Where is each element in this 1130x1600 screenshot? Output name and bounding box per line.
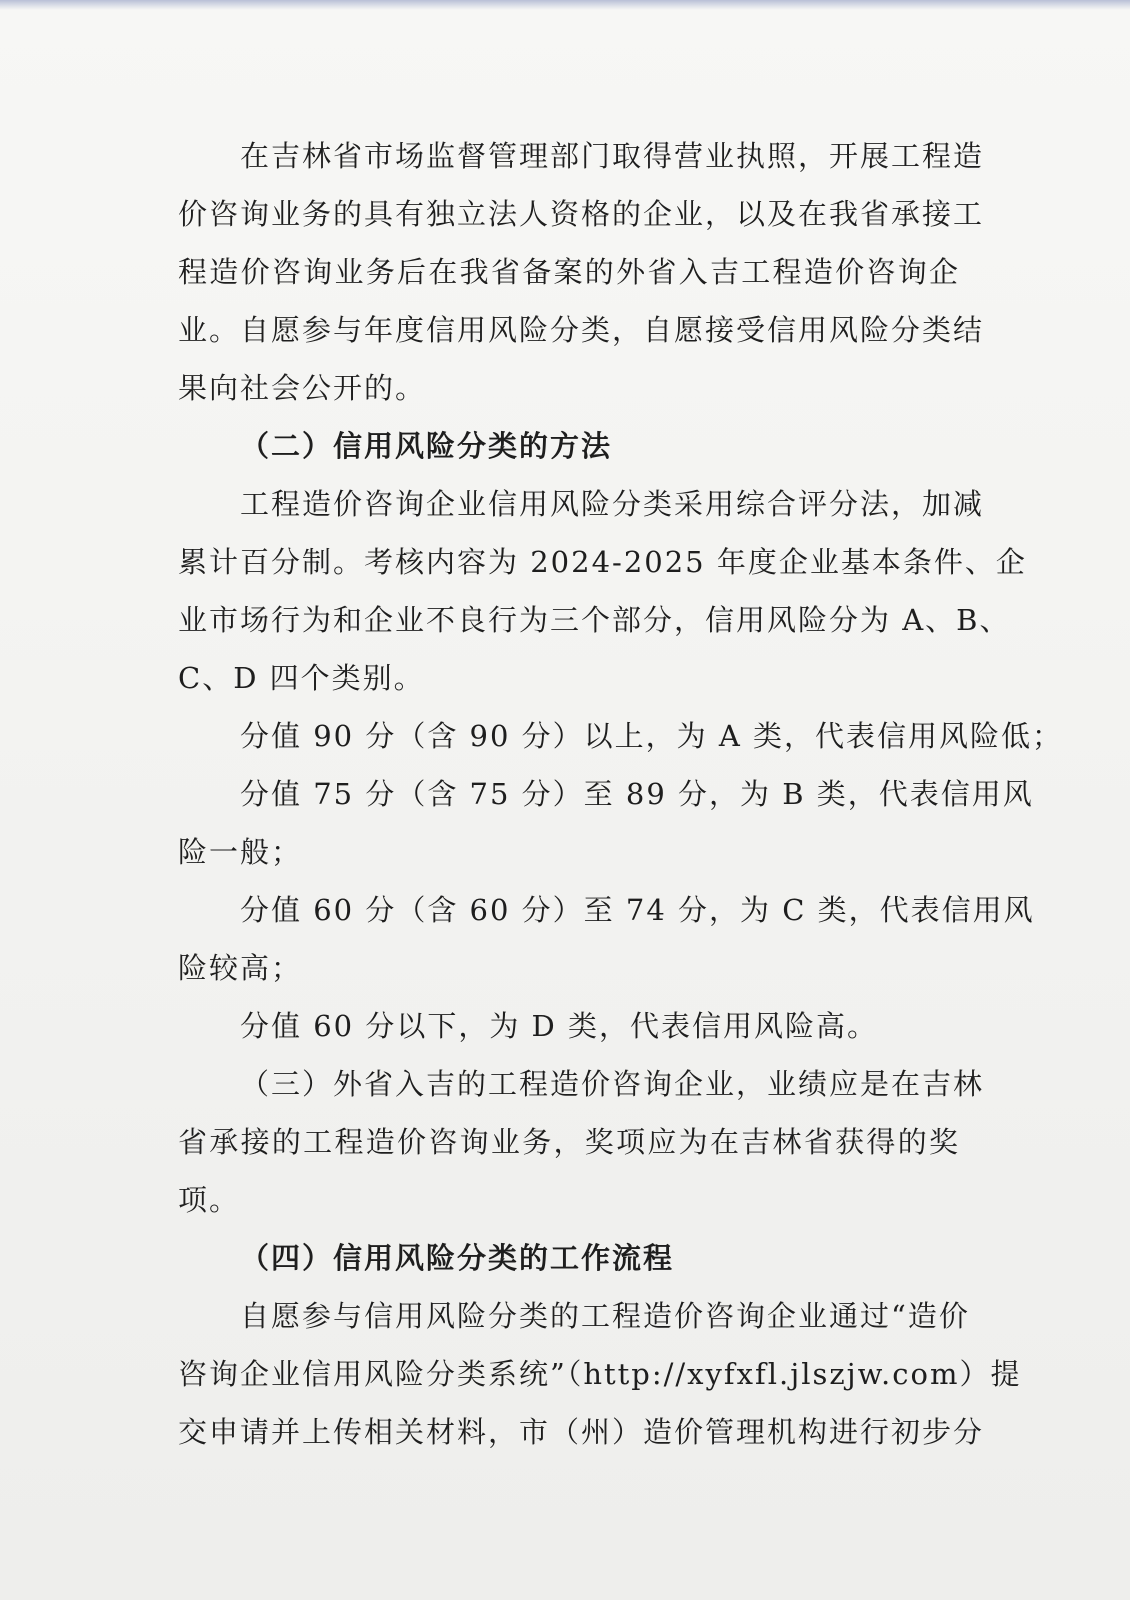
paragraph-method-line-4: C、D 四个类别。: [178, 661, 425, 695]
paragraph-method-line-3: 业市场行为和企业不良行为三个部分，信用风险分为 A、B、: [178, 603, 1011, 637]
score-class-d: 分值 60 分以下，为 D 类，代表信用风险高。: [240, 1009, 879, 1043]
score-class-b-line-2: 险一般；: [178, 835, 303, 869]
section-heading-2: （二）信用风险分类的方法: [240, 429, 613, 463]
paragraph-eligibility-line-1: 在吉林省市场监督管理部门取得营业执照，开展工程造: [240, 139, 985, 173]
paragraph-workflow-line-1: 自愿参与信用风险分类的工程造价咨询企业通过“造价: [240, 1299, 970, 1333]
paragraph-out-of-province-line-3: 项。: [178, 1183, 241, 1217]
paragraph-method-line-1: 工程造价咨询企业信用风险分类采用综合评分法，加减: [240, 487, 985, 521]
scan-top-edge: [0, 0, 1130, 10]
paragraph-eligibility-line-3: 程造价咨询业务后在我省备案的外省入吉工程造价咨询企: [178, 255, 960, 289]
score-class-c-line-1: 分值 60 分（含 60 分）至 74 分，为 C 类，代表信用风: [240, 893, 1035, 927]
paragraph-method-line-2: 累计百分制。考核内容为 2024-2025 年度企业基本条件、企: [178, 545, 1027, 579]
paragraph-out-of-province-line-2: 省承接的工程造价咨询业务，奖项应为在吉林省获得的奖: [178, 1125, 960, 1159]
score-class-a: 分值 90 分（含 90 分）以上，为 A 类，代表信用风险低；: [240, 719, 1064, 753]
paragraph-out-of-province-line-1: （三）外省入吉的工程造价咨询企业，业绩应是在吉林: [240, 1067, 985, 1101]
paragraph-workflow-line-3: 交申请并上传相关材料，市（州）造价管理机构进行初步分: [178, 1415, 985, 1449]
paragraph-eligibility-line-2: 价咨询业务的具有独立法人资格的企业，以及在我省承接工: [178, 197, 985, 231]
paragraph-eligibility-line-4: 业。自愿参与年度信用风险分类，自愿接受信用风险分类结: [178, 313, 985, 347]
score-class-c-line-2: 险较高；: [178, 951, 303, 985]
paragraph-workflow-line-2: 咨询企业信用风险分类系统”（http://xyfxfl.jlszjw.com）提: [178, 1357, 1022, 1391]
section-heading-4: （四）信用风险分类的工作流程: [240, 1241, 675, 1275]
score-class-b-line-1: 分值 75 分（含 75 分）至 89 分，为 B 类，代表信用风: [240, 777, 1034, 811]
paragraph-eligibility-line-5: 果向社会公开的。: [178, 371, 427, 405]
